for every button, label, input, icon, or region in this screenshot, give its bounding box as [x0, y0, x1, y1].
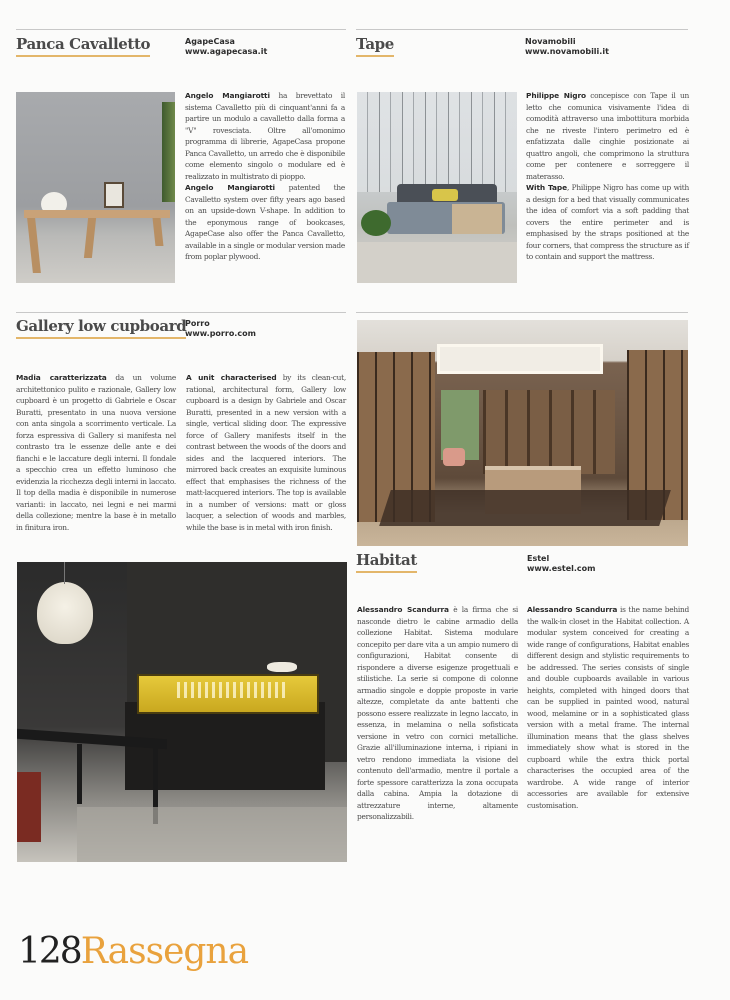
red-chair: [17, 772, 41, 842]
lamp-cord: [64, 562, 65, 584]
plant-decor: [162, 102, 175, 202]
wardrobe-back: [483, 390, 615, 474]
bed-blanket: [452, 204, 502, 234]
lead-author: Alessandro Scandurra: [357, 605, 449, 614]
brand-info: [185, 37, 267, 57]
floor-rug: [357, 242, 517, 283]
pink-armchair: [443, 448, 465, 466]
article-title: Gallery low cupboard: [16, 318, 186, 339]
pendant-lamp: [37, 582, 93, 644]
article-text-italian: [16, 372, 176, 533]
body-english: by its clean-cut, rational, architectural form, Gallery low cupboard is a design by Gabriele and Oscar Buratti, presented in a new version with a single, vertical sliding door. The expressive force of Gallery manifests itself in the contrast between the woods of the doors and sides and the lacquered interiors. The mirrored back creates an exquisite luminous effect that emphasises the richness of the matt-lacquered interiors. The top is available in a number of versions: matt or gloss lacquer, a selection of woods and marbles, while the base is in metal with iron finish.: [186, 373, 346, 532]
panca-cavalletto-photo: [16, 92, 175, 283]
brand-url[interactable]: www.agapecasa.it: [185, 47, 268, 56]
body-italian: è la firma che si nasconde dietro le cabine armadio della collezione Habitat. Sistema modulare concepito per dare vita a un ampio numero di configurazioni, Habitat consente di rispondere a diverse esigenze progettuali e stilistiche. La serie si compone di colonne armadio singole e doppie proposte in varie altezze, completate da ante battenti che possono essere realizzate in legno laccato, in essenza, in melamina o nella sofisticata versione in vetro con cornici metalliche. Grazie all'illuminazione interna, i ripiani in vetro rendono immediata la visione del contenuto dell'armadio, mentre il portale a forte spessore caratterizza la zona occupata dalla cabina. Ampia la dotazione di attrezzature interne, altamente personalizzabili.: [357, 605, 518, 821]
body-italian: da un volume architettonico pulito e razionale, Gallery low cupboard è un progetto di Gabriele e Oscar Buratti, presentato in una nuova versione con anta singola a scorrimento verticale. La forza espressiva di Gallery si manifesta nel contrasto tra le essenze delle ante e dei fianchi e le laccature degli interni. Il fondale a specchio crea un effetto luminoso che evidenzia la ricchezza degli interni in laccato. Il top della madia è disponibile in numerose varianti: in laccato, nei legni e nei marmi della collezione; mentre la base è in metallo in finitura iron.: [16, 373, 176, 532]
article-text-english: [186, 372, 346, 533]
body-english: , Philippe Nigro has come up with a design for a bed that visually communicates the idea of comfort via a soft padding that covers the entire perimeter and is emphasised by the straps positioned at the four corners, that compress the structure as if to contain and support the mattress.: [526, 183, 689, 261]
lead-author-en: With Tape: [526, 183, 567, 192]
plant-decor: [361, 210, 391, 236]
page-number: 128: [18, 931, 81, 972]
page-folio: [18, 932, 248, 972]
article-text-italian-english: [185, 90, 345, 263]
top-rule-left: [16, 29, 346, 30]
lead-phrase-en: A unit characterised: [186, 373, 277, 382]
bench-leg: [153, 218, 164, 246]
yellow-pillow: [432, 189, 458, 201]
table-leg: [77, 744, 82, 804]
lead-author: Angelo Mangiarotti: [185, 91, 270, 100]
body-english: is the name behind the walk-in closet in the Habitat collection. A modular system conceived for creating a wide range of configurations, Habitat enables different design and stylistic requirements to be addressed. The series consists of single and double cupboards available in various heights, completed with hinged doors that can be supplied in painted wood, natural wood, melamine or in a sophisticated glass version with a metal frame. The internal illumination means that the glass shelves immediately show what is stored in the cupboard while the extra thick portal characterises the occupied area of the wardrobe. A wide range of interior accessories are available for extensive customisation.: [527, 605, 689, 810]
brand-info: [525, 37, 609, 57]
article-title: Habitat: [356, 552, 417, 573]
lead-author-en: Alessandro Scandurra: [527, 605, 618, 614]
brand-url[interactable]: www.porro.com: [185, 329, 256, 338]
section-rule-right: [356, 312, 688, 313]
glassware: [177, 682, 287, 698]
article-title: Tape: [356, 36, 394, 57]
body-italian: concepisce con Tape il un letto che comunica visivamente l'idea di comodità attraverso una imbottitura morbida che ne riveste l'intero perimetro ed è enfatizzata dalle cinghie posizionate ai quattro angoli, che comprimono la struttura come per contenere e sorreggere il materasso.: [526, 91, 689, 181]
bench-leg: [27, 218, 41, 273]
section-rule-left: [16, 312, 346, 313]
brand-name: AgapeCasa: [185, 37, 235, 46]
article-text-english: [527, 604, 689, 811]
brand-info: [185, 319, 256, 339]
floor-rug: [379, 490, 671, 526]
brand-info: [527, 554, 596, 574]
bench-top: [24, 210, 170, 218]
brand-url[interactable]: www.estel.com: [527, 564, 596, 573]
bench-leg: [84, 218, 96, 258]
brand-name: Porro: [185, 319, 210, 328]
article-title: Panca Cavalletto: [16, 36, 150, 57]
gallery-cupboard-photo: [17, 562, 347, 862]
top-rule-right: [356, 29, 688, 30]
tape-bed-photo: [357, 92, 517, 283]
lead-author: Philippe Nigro: [526, 91, 586, 100]
window-trees: [357, 92, 517, 192]
body-italian: ha brevettato il sistema Cavalletto più di cinquant'anni fa a partire un modulo a cavalletto dalla forma a "V" rovesciata. Oltre all'omonimo programma di librerie, AgapeCasa propone Panca Cavalletto, un arredo che è disponibile come elemento singolo o modulare ed è realizzato in multistrato di pioppo.: [185, 91, 345, 181]
brand-url[interactable]: www.novamobili.it: [525, 47, 609, 56]
article-text-italian-english: [526, 90, 689, 263]
lead-author-en: Angelo Mangiarotti: [185, 183, 275, 192]
wall-frame: [104, 182, 124, 208]
ceiling-light: [437, 344, 603, 374]
brand-name: Novamobili: [525, 37, 576, 46]
article-text-italian: [357, 604, 518, 823]
body-english: patented the Cavalletto system over fifty years ago based on an upside-down V-shape. In addition to the eponymous range of bookcases, AgapeCase also offer the Panca Cavalletto, available in a single or modular version made from poplar plywood.: [185, 183, 345, 261]
bowls: [267, 662, 297, 672]
floor-rug: [77, 807, 347, 862]
lead-phrase: Madia caratterizzata: [16, 373, 107, 382]
section-name: Rassegna: [80, 931, 249, 972]
habitat-walkin-closet-photo: [357, 320, 688, 546]
brand-name: Estel: [527, 554, 550, 563]
